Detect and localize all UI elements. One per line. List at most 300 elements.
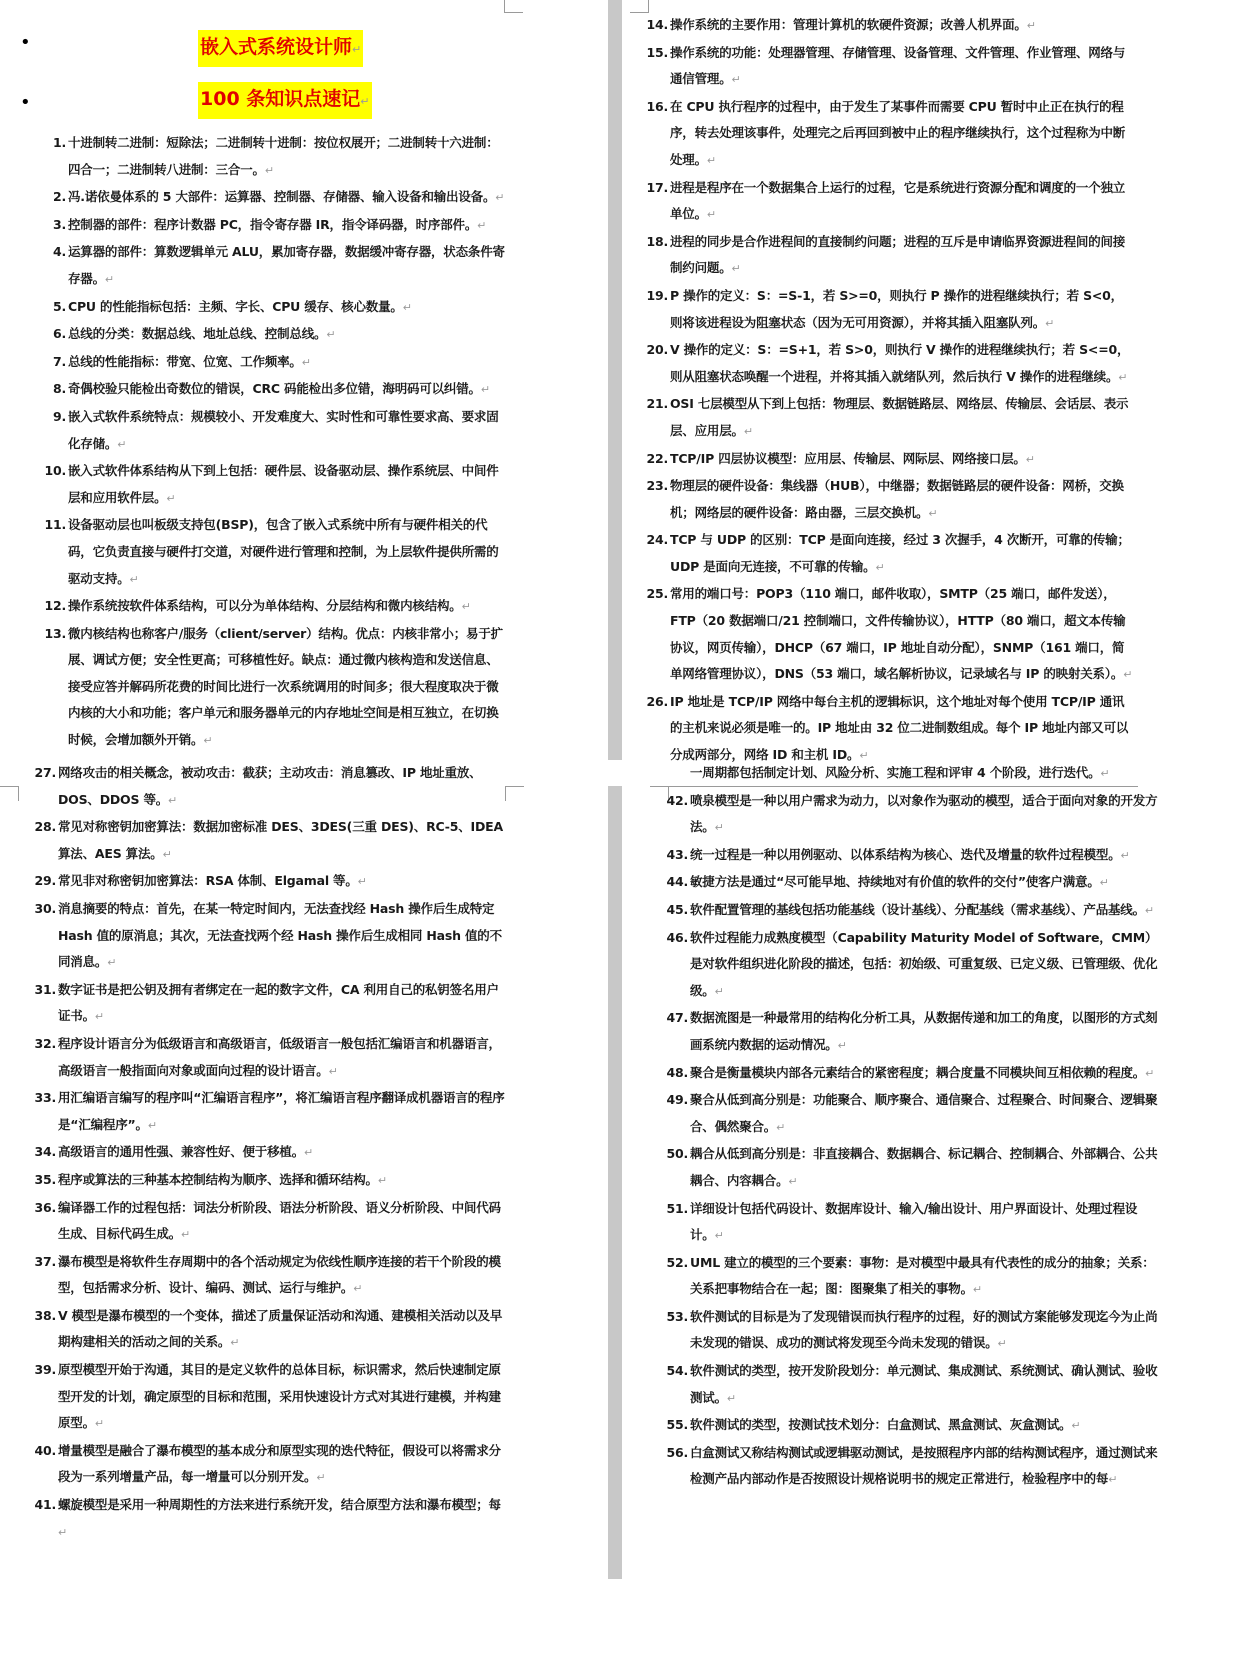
item-number: 8. <box>52 381 66 397</box>
paragraph-mark: ↵ <box>495 191 505 205</box>
knowledge-item <box>30 977 508 1031</box>
paragraph-mark: ↵ <box>461 600 471 614</box>
paragraph-mark: ↵ <box>301 355 311 369</box>
item-text-content: 软件测试的类型，按开发阶段划分：单元测试、集成测试、系统测试、确认测试、验收测试。 <box>690 1363 1158 1405</box>
item-text-content: 进程的同步是合作进程间的直接制约问题；进程的互斥是申请临界资源进程间的间接制约问题。 <box>670 233 1126 276</box>
item-number: 55. <box>666 1417 688 1433</box>
knowledge-item <box>30 1031 508 1085</box>
item-number: 15. <box>646 44 668 60</box>
item-text-content: 程序或算法的三种基本控制结构为顺序、选择和循环结构。 <box>58 1171 378 1187</box>
item-text-content: P 操作的定义：S：=S-1，若 S>=0，则执行 P 操作的进程继续执行；若 S<0，则将该进程设为阻塞状态（因为无可用资源），并将其插入阻塞队列。 <box>670 287 1123 330</box>
paragraph-mark: ↵ <box>1144 903 1154 917</box>
paragraph-mark: ↵ <box>731 262 741 276</box>
item-number: 25. <box>646 586 668 602</box>
item-number: 4. <box>52 244 66 260</box>
paragraph-mark: ↵ <box>875 560 885 574</box>
knowledge-item <box>40 376 508 404</box>
paragraph-mark: ↵ <box>402 300 412 314</box>
item-number: 42. <box>666 792 688 808</box>
item-text <box>690 1412 1160 1440</box>
item-text <box>68 512 508 593</box>
knowledge-item <box>642 40 1134 94</box>
knowledge-item <box>30 896 508 977</box>
item-number: 36. <box>34 1199 56 1215</box>
item-text-content: 用汇编语言编写的程序叫“汇编语言程序”，将汇编语言程序翻译成机器语言的程序是“汇编程序”。 <box>58 1090 505 1132</box>
knowledge-list <box>30 760 508 1546</box>
item-text <box>670 337 1134 391</box>
item-text <box>670 446 1134 474</box>
knowledge-item <box>30 1303 508 1357</box>
paragraph-mark: ↵ <box>837 1038 847 1052</box>
item-text-content: 白盒测试又称结构测试或逻辑驱动测试，是按照程序内部的结构测试程序，通过测试来检测产品内部动作是否按照设计规格说明书的规定正常进行，检验程序中的每 <box>690 1444 1158 1487</box>
item-text-content: 操作系统的主要作用：管理计算机的软硬件资源；改善人机界面。 <box>670 17 1027 32</box>
paragraph-mark: ↵ <box>1145 1066 1155 1080</box>
item-text <box>690 1005 1160 1059</box>
item-text <box>58 1249 508 1303</box>
knowledge-item <box>30 1438 508 1492</box>
knowledge-item <box>662 869 1160 897</box>
item-number: 23. <box>646 478 668 494</box>
paragraph-mark: ↵ <box>377 1173 387 1187</box>
paragraph-mark: ↵ <box>304 1146 314 1160</box>
item-text-content: 网络攻击的相关概念，被动攻击：截获；主动攻击：消息篡改、IP 地址重放、DOS、DDOS 等。 <box>58 765 482 807</box>
knowledge-item <box>662 1141 1160 1195</box>
item-text <box>68 458 508 512</box>
item-text <box>58 1085 508 1139</box>
item-text <box>58 1438 508 1492</box>
knowledge-item <box>642 446 1134 474</box>
item-text-content: 软件测试的类型，按测试技术划分：白盒测试、黑盒测试、灰盒测试。 <box>690 1417 1072 1433</box>
item-text-content: 消息摘要的特点：首先，在某一特定时间内，无法查找经 Hash 操作后生成特定 Hash 值的原消息；其次，无法查找两个经 Hash 操作后生成相同 Hash 值的不同消息。 <box>58 900 502 970</box>
paragraph-mark: ↵ <box>166 491 176 505</box>
item-text-content: 数字证书是把公钥及拥有者绑定在一起的数字文件，CA 利用自己的私钥签名用户证书。 <box>58 981 499 1024</box>
knowledge-list <box>662 760 1160 1494</box>
paragraph-mark: ↵ <box>706 208 716 222</box>
paragraph-mark: ↵ <box>972 1283 982 1297</box>
knowledge-item <box>40 239 508 293</box>
item-number: 39. <box>34 1362 56 1378</box>
item-number: 10. <box>44 463 66 479</box>
paragraph-mark: ↵ <box>1100 767 1110 780</box>
item-text-content: 在 CPU 执行程序的过程中，由于发生了某事件而需要 CPU 暂时中止正在执行的程序，转去处理该事件，处理完之后再回到被中止的程序继续执行，这个过程称为中断处理。 <box>670 98 1126 167</box>
item-text-content: 软件配置管理的基线包括功能基线（设计基线）、分配基线（需求基线）、产品基线。 <box>690 901 1145 917</box>
item-text <box>68 404 508 458</box>
paragraph-mark: ↵ <box>928 506 938 520</box>
item-number: 40. <box>34 1442 56 1458</box>
paragraph-mark: ↵ <box>477 218 487 232</box>
item-number: 16. <box>646 98 668 114</box>
knowledge-item <box>662 1358 1160 1412</box>
item-text <box>58 760 508 814</box>
paragraph-mark: ↵ <box>726 1391 736 1405</box>
item-text <box>58 896 508 977</box>
knowledge-item <box>30 1195 508 1249</box>
item-text-content: 控制器的部件：程序计数器 PC，指令寄存器 IR，指令译码器，时序部件。 <box>68 216 478 232</box>
item-text <box>58 1139 508 1167</box>
item-text-content: 嵌入式软件体系结构从下到上包括：硬件层、设备驱动层、操作系统层、中间件层和应用软件层。 <box>68 463 499 505</box>
knowledge-item <box>642 94 1134 175</box>
knowledge-item <box>642 229 1134 283</box>
knowledge-item <box>642 581 1134 688</box>
item-number: 48. <box>666 1064 688 1080</box>
item-text <box>68 376 508 404</box>
item-text <box>58 1492 508 1546</box>
item-number: 22. <box>646 450 668 466</box>
paragraph-mark: ↵ <box>731 73 741 87</box>
item-text-content: OSI 七层模型从下到上包括：物理层、数据链路层、网络层、传输层、会话层、表示层、应用层。 <box>670 396 1129 438</box>
paragraph-mark: ↵ <box>997 1337 1007 1351</box>
item-number: 26. <box>646 693 668 709</box>
item-number: 29. <box>34 873 56 889</box>
item-text <box>58 814 508 868</box>
item-number: 32. <box>34 1035 56 1051</box>
paragraph-mark: ↵ <box>1045 316 1055 330</box>
paragraph-mark: ↵ <box>94 1010 104 1024</box>
item-text <box>670 473 1134 527</box>
item-text <box>690 1304 1160 1358</box>
item-text-content: 瀑布模型是将软件生存周期中的各个活动规定为依线性顺序连接的若干个阶段的模型，包括需求分析、设计、编码、测试、运行与维护。 <box>58 1253 501 1296</box>
item-number: 47. <box>666 1010 688 1026</box>
item-text-content: 螺旋模型是采用一种周期性的方法来进行系统开发，结合原型方法和瀑布模型；每 <box>58 1497 501 1513</box>
paragraph-mark: ↵ <box>714 1229 724 1243</box>
item-text-content: 聚合是衡量模块内部各元素结合的紧密程度；耦合度量不同模块间互相依赖的程度。 <box>690 1064 1146 1080</box>
knowledge-item <box>642 175 1134 229</box>
item-number: 11. <box>44 517 66 533</box>
paragraph-mark: ↵ <box>1026 19 1036 32</box>
item-number: 56. <box>666 1444 688 1460</box>
item-text-content: 物理层的硬件设备：集线器（HUB），中继器；数据链路层的硬件设备：网桥，交换机；网络层的硬件设备：路由器，三层交换机。 <box>670 478 1124 520</box>
item-text-content: 操作系统按软件体系结构，可以分为单体结构、分层结构和微内核结构。 <box>68 598 462 614</box>
knowledge-item <box>40 458 508 512</box>
knowledge-item <box>30 1167 508 1195</box>
paragraph-mark: ↵ <box>480 383 490 397</box>
paragraph-mark: ↵ <box>58 1525 68 1539</box>
knowledge-item <box>662 1440 1160 1494</box>
knowledge-list <box>40 130 508 755</box>
item-text-content: 统一过程是一种以用例驱动、以体系结构为核心、迭代及增量的软件过程模型。 <box>690 846 1121 862</box>
paragraph-mark: ↵ <box>94 1417 104 1431</box>
item-text <box>670 689 1134 770</box>
item-text <box>58 1357 508 1438</box>
knowledge-item <box>662 1304 1160 1358</box>
item-text <box>58 1031 508 1085</box>
paragraph-mark: ↵ <box>162 847 172 861</box>
knowledge-item <box>40 130 508 184</box>
item-text-content: 编译器工作的过程包括：词法分析阶段、语法分析阶段、语义分析阶段、中间代码生成、目标代码生成。 <box>58 1199 501 1242</box>
item-text <box>68 184 508 212</box>
item-text-content: 常见非对称密钥加密算法：RSA 体制、Elgamal 等。 <box>58 873 358 889</box>
paragraph-mark: ↵ <box>326 328 336 342</box>
item-number: 13. <box>44 625 66 641</box>
knowledge-item <box>642 391 1134 445</box>
item-text-content: 运算器的部件：算数逻辑单元 ALU，累加寄存器，数据缓冲寄存器，状态条件寄存器。 <box>68 244 505 286</box>
knowledge-item <box>662 1412 1160 1440</box>
bullet-dot: • <box>20 92 31 113</box>
item-text <box>670 40 1134 94</box>
paragraph-mark: ↵ <box>230 1336 240 1350</box>
item-number: 28. <box>34 819 56 835</box>
item-text <box>670 391 1134 445</box>
item-number: 17. <box>646 179 668 195</box>
knowledge-item <box>642 689 1134 770</box>
item-text <box>690 1250 1160 1304</box>
paragraph-mark: ↵ <box>129 572 139 586</box>
item-text-content: 软件测试的目标是为了发现错误而执行程序的过程，好的测试方案能够发现迄今为止尚未发现的错误、成功的测试将发现至今尚未发现的错误。 <box>690 1308 1158 1351</box>
knowledge-item <box>662 897 1160 925</box>
paragraph-mark: ↵ <box>1025 452 1035 466</box>
item-text <box>670 581 1134 688</box>
item-number: 5. <box>52 298 66 314</box>
paragraph-mark: ↵ <box>1108 1473 1118 1487</box>
knowledge-item <box>642 473 1134 527</box>
item-text <box>690 760 1160 788</box>
paragraph-mark: ↵ <box>859 749 869 763</box>
paragraph-mark: ↵ <box>328 1064 338 1078</box>
item-number: 50. <box>666 1146 688 1162</box>
knowledge-item <box>662 1005 1160 1059</box>
item-text-content: 高级语言的通用性强、兼容性好、便于移植。 <box>58 1144 305 1160</box>
knowledge-item <box>642 283 1134 337</box>
page-gutter-bottom <box>608 786 622 1579</box>
item-text <box>58 1303 508 1357</box>
paragraph-mark: ↵ <box>181 1228 191 1242</box>
knowledge-item <box>30 868 508 896</box>
item-text-content: 增量模型是融合了瀑布模型的基本成分和原型实现的迭代特征，假设可以将需求分段为一系列增量产品，每一增量可以分别开发。 <box>58 1442 501 1485</box>
item-text-content: 总线的性能指标：带宽、位宽、工作频率。 <box>68 353 302 369</box>
item-text <box>670 229 1134 283</box>
item-text <box>670 527 1134 581</box>
paragraph-mark: ↵ <box>1071 1419 1081 1433</box>
item-number: 45. <box>666 901 688 917</box>
knowledge-item <box>662 1250 1160 1304</box>
paragraph-mark: ↵ <box>714 984 724 998</box>
item-number: 31. <box>34 981 56 997</box>
item-number: 18. <box>646 233 668 249</box>
item-number: 19. <box>646 287 668 303</box>
item-number: 33. <box>34 1090 56 1106</box>
item-text-content: 奇偶校验只能检出奇数位的错误，CRC 码能检出多位错，海明码可以纠错。 <box>68 381 481 397</box>
item-number: 38. <box>34 1307 56 1323</box>
paragraph-mark: ↵ <box>104 272 114 286</box>
item-text <box>68 130 508 184</box>
item-text <box>58 1167 508 1195</box>
item-text-content: 设备驱动层也叫板级支持包(BSP)，包含了嵌入式系统中所有与硬件相关的代码，它负责直接与硬件打交道，对硬件进行管理和控制，为上层软件提供所需的驱动支持。 <box>68 517 499 586</box>
item-number: 37. <box>34 1253 56 1269</box>
item-text <box>690 1141 1160 1195</box>
item-text <box>68 621 508 755</box>
knowledge-item <box>642 337 1134 391</box>
item-text <box>58 1195 508 1249</box>
item-number: 53. <box>666 1308 688 1324</box>
item-number: 14. <box>646 17 668 32</box>
item-number: 27. <box>34 765 56 780</box>
item-text <box>68 294 508 322</box>
item-text-content: 冯.诺依曼体系的 5 大部件：运算器、控制器、存储器、输入设备和输出设备。 <box>68 189 496 205</box>
document-page-1 <box>20 0 560 756</box>
knowledge-item <box>40 184 508 212</box>
item-number: 1. <box>52 135 66 150</box>
knowledge-item <box>642 12 1134 40</box>
knowledge-item <box>40 512 508 593</box>
item-text <box>68 321 508 349</box>
item-text-content: 常用的端口号：POP3（110 端口，邮件收取），SMTP（25 端口，邮件发送），FTP（20 数据端口/21 控制端口，文件传输协议），HTTP（80 端口，超文本传输协议，网页传输），DHCP（67 端口，IP 地址自动分配），SNMP（161 端口，简单网络管理协议），DNS（53 端口，域名解析协议，记录域名与 IP 的映射关系）。 <box>670 586 1126 682</box>
page-corner-mark <box>504 0 523 13</box>
knowledge-item <box>662 1196 1160 1250</box>
knowledge-item <box>30 1492 508 1546</box>
item-text-content: 耦合从低到高分别是：非直接耦合、数据耦合、标记耦合、控制耦合、外部耦合、公共耦合、内容耦合。 <box>690 1146 1158 1188</box>
item-number: 44. <box>666 874 688 890</box>
item-text <box>670 94 1134 175</box>
knowledge-list <box>642 12 1134 770</box>
item-text <box>690 1196 1160 1250</box>
item-text <box>68 349 508 377</box>
item-text-content: 敏捷方法是通过“尽可能早地、持续地对有价值的软件的交付”使客户满意。 <box>690 874 1100 890</box>
paragraph-mark: ↵ <box>147 1118 157 1132</box>
knowledge-item <box>40 321 508 349</box>
item-number: 20. <box>646 342 668 358</box>
item-text-content: 一周期都包括制定计划、风险分析、实施工程和评审 4 个阶段，进行迭代。 <box>690 765 1101 780</box>
paragraph-mark: ↵ <box>316 1471 326 1485</box>
paragraph-mark: ↵ <box>706 153 716 167</box>
knowledge-item <box>40 349 508 377</box>
paragraph-mark: ↵ <box>203 734 213 748</box>
item-text <box>690 897 1160 925</box>
knowledge-item <box>662 1060 1160 1088</box>
paragraph-mark: ↵ <box>264 163 274 177</box>
paragraph-mark: ↵ <box>1123 668 1133 682</box>
item-text-content: 软件过程能力成熟度模型（Capability Maturity Model of Software，CMM）是对软件组织进化阶段的描述，包括：初始级、可重复级、已定义级、已管理级、优化级。 <box>690 929 1158 998</box>
knowledge-item <box>642 527 1134 581</box>
item-text-content: TCP/IP 四层协议模型：应用层、传输层、网际层、网络接口层。 <box>670 450 1026 466</box>
item-number: 2. <box>52 189 66 205</box>
knowledge-item <box>40 621 508 755</box>
document-page-2 <box>630 0 1242 763</box>
item-text <box>68 212 508 240</box>
item-number: 24. <box>646 532 668 548</box>
paragraph-mark: ↵ <box>743 424 753 438</box>
item-text <box>690 842 1160 870</box>
item-number: 35. <box>34 1171 56 1187</box>
knowledge-item <box>40 212 508 240</box>
paragraph-mark: ↵ <box>357 875 367 889</box>
paragraph-mark: ↵ <box>1099 876 1109 890</box>
item-text <box>670 12 1134 40</box>
item-text <box>58 977 508 1031</box>
paragraph-mark: ↵ <box>168 793 178 807</box>
item-number: 12. <box>44 598 66 614</box>
item-text <box>670 175 1134 229</box>
bullet-dot: • <box>20 32 31 53</box>
item-number: 51. <box>666 1200 688 1216</box>
item-text-content: 进程是程序在一个数据集合上运行的过程，它是系统进行资源分配和调度的一个独立单位。 <box>670 179 1126 222</box>
paragraph-mark: ↵ <box>776 1120 786 1134</box>
item-text <box>690 1087 1160 1141</box>
item-text <box>690 1358 1160 1412</box>
item-text-content: 常见对称密钥加密算法：数据加密标准 DES、3DES(三重 DES)、RC-5、IDEA 算法、AES 算法。 <box>58 819 503 861</box>
item-text-content: 操作系统的功能：处理器管理、存储管理、设备管理、文件管理、作业管理、网络与通信管理。 <box>670 44 1126 87</box>
document-title: 嵌入式系统设计师↵ <box>198 30 363 67</box>
item-text-content: V 模型是瀑布模型的一个变体，描述了质量保证活动和沟通、建模相关活动以及早期构建相关的活动之间的关系。 <box>58 1307 503 1350</box>
item-number: 46. <box>666 929 688 945</box>
item-number: 6. <box>52 326 66 342</box>
item-text-content: IP 地址是 TCP/IP 网络中每台主机的逻辑标识，这个地址对每个使用 TCP/IP 通讯的主机来说必须是唯一的。IP 地址由 32 位二进制数组成。每个 IP 地址内部又可以分成两部分，网络 ID 和主机 ID。 <box>670 693 1129 763</box>
item-text <box>68 593 508 621</box>
item-number: 52. <box>666 1254 688 1270</box>
page-gutter-top <box>608 0 622 760</box>
item-text-content: 微内核结构也称客户/服务（client/server）结构。优点：内核非常小；易于扩展、调试方便；安全性更高；可移植性好。缺点：通过微内核构造和发送信息、接受应答并解码所花费的时间比进行一次系统调用的时间多；很大程度取决于微内核的大小和功能；客户单元和服务器单元的内存地址空间是相互独立，在切换时候，会增加额外开销。 <box>68 625 503 748</box>
item-text-content: 程序设计语言分为低级语言和高级语言，低级语言一般包括汇编语言和机器语言，高级语言一般指面向对象或面向过程的设计语言。 <box>58 1035 501 1078</box>
item-text-content: 聚合从低到高分别是：功能聚合、顺序聚合、通信聚合、过程聚合、时间聚合、逻辑聚合、偶然聚合。 <box>690 1092 1158 1134</box>
item-number: 9. <box>52 408 66 424</box>
knowledge-item <box>30 814 508 868</box>
item-number: 30. <box>34 900 56 916</box>
item-number: 49. <box>666 1092 688 1108</box>
knowledge-item <box>662 925 1160 1006</box>
item-text-content: 详细设计包括代码设计、数据库设计、输入/输出设计、用户界面设计、处理过程设计。 <box>690 1200 1138 1243</box>
knowledge-item <box>662 788 1160 842</box>
page-corner-mark <box>0 786 19 801</box>
knowledge-item <box>40 593 508 621</box>
item-number: 3. <box>52 216 66 232</box>
paragraph-mark: ↵ <box>117 437 127 451</box>
item-text <box>690 869 1160 897</box>
item-text-content: TCP 与 UDP 的区别：TCP 是面向连接，经过 3 次握手，4 次断开，可靠的传输；UDP 是面向无连接，不可靠的传输。 <box>670 532 1130 574</box>
item-text-content: V 操作的定义：S：=S+1，若 S>0，则执行 V 操作的进程继续执行；若 S<=0，则从阻塞状态唤醒一个进程，并将其插入就绪队列，然后执行 V 操作的进程继续。 <box>670 342 1130 384</box>
item-number: 21. <box>646 396 668 412</box>
paragraph-mark: ↵ <box>353 1282 363 1296</box>
item-text-content: 总线的分类：数据总线、地址总线、控制总线。 <box>68 326 327 342</box>
knowledge-item <box>30 760 508 814</box>
knowledge-item <box>30 1085 508 1139</box>
item-number: 7. <box>52 353 66 369</box>
knowledge-item <box>30 1249 508 1303</box>
item-text <box>690 1060 1160 1088</box>
knowledge-item <box>662 842 1160 870</box>
knowledge-item <box>40 404 508 458</box>
item-text <box>690 925 1160 1006</box>
item-text <box>670 283 1134 337</box>
paragraph-mark: ↵ <box>788 1174 798 1188</box>
item-text-content: 数据流图是一种最常用的结构化分析工具，从数据传递和加工的角度，以图形的方式刻画系统内数据的运动情况。 <box>690 1010 1158 1052</box>
document-subtitle: 100 条知识点速记↵ <box>198 82 372 119</box>
item-number: 54. <box>666 1363 688 1379</box>
paragraph-mark: ↵ <box>714 821 724 835</box>
item-text-content: 原型模型开始于沟通，其目的是定义软件的总体目标，标识需求，然后快速制定原型开发的计划，确定原型的目标和范围，采用快速设计方式对其进行建模，并构建原型。 <box>58 1362 501 1431</box>
item-number: 34. <box>34 1144 56 1160</box>
item-text <box>690 788 1160 842</box>
item-text <box>68 239 508 293</box>
item-number: 43. <box>666 846 688 862</box>
paragraph-mark: ↵ <box>1120 848 1130 862</box>
item-text-content: UML 建立的模型的三个要素：事物：是对模型中最具有代表性的成分的抽象；关系：关系把事物结合在一起；图：图聚集了相关的事物。 <box>690 1254 1155 1297</box>
item-text <box>690 1440 1160 1494</box>
paragraph-mark: ↵ <box>1118 370 1128 384</box>
item-text-content: 嵌入式软件系统特点：规模较小、开发难度大、实时性和可靠性要求高、要求固化存储。 <box>68 408 499 451</box>
paragraph-mark: ↵ <box>107 956 117 970</box>
knowledge-item <box>662 1087 1160 1141</box>
document-page-3 <box>0 765 560 1576</box>
knowledge-item <box>30 1139 508 1167</box>
item-text-content: 喷泉模型是一种以用户需求为动力，以对象作为驱动的模型，适合于面向对象的开发方法。 <box>690 792 1158 835</box>
item-text <box>58 868 508 896</box>
item-number: 41. <box>34 1497 56 1513</box>
item-text-content: 十进制转二进制：短除法；二进制转十进制：按位权展开；二进制转十六进制：四合一；二进制转八进制：三合一。 <box>68 135 499 177</box>
knowledge-item <box>40 294 508 322</box>
document-page-4 <box>630 765 1242 1576</box>
knowledge-item <box>662 760 1160 788</box>
item-text-content: CPU 的性能指标包括：主频、字长、CPU 缓存、核心数量。 <box>68 298 403 314</box>
knowledge-item <box>30 1357 508 1438</box>
